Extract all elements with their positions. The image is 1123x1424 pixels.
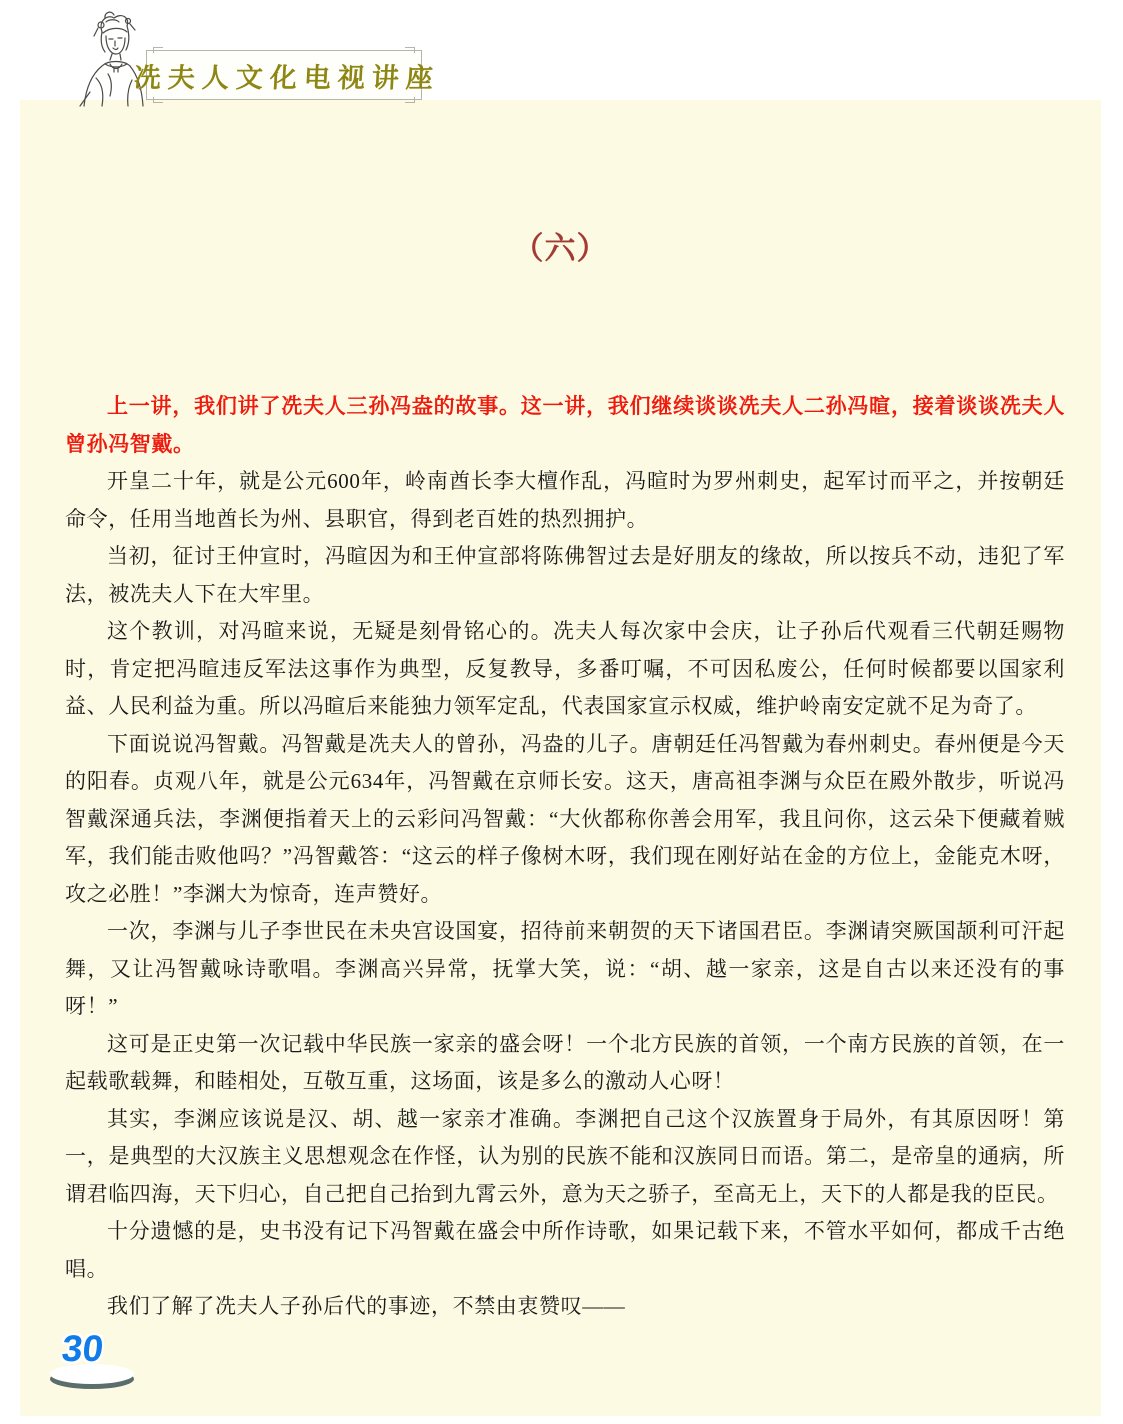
body-paragraph: 其实，李渊应该说是汉、胡、越一家亲才准确。李渊把自己这个汉族置身于局外，有其原因呀！第一，是典型的大汉族主义思想观念在作怪，认为别的民族不能和汉族同日而语。第二，是帝皇的通病，所谓君临四海，天下归心，自己把自己抬到九霄云外，意为天之骄子，至高无上，天下的人都是我的臣民。 <box>65 1106 1065 1206</box>
body-paragraph: 当初，征讨王仲宣时，冯暄因为和王仲宣部将陈佛智过去是好朋友的缘故，所以按兵不动，违犯了军法，被冼夫人下在大牢里。 <box>65 544 1065 606</box>
title-banner <box>133 50 441 100</box>
intro-paragraph: 上一讲，我们讲了冼夫人三孙冯盎的故事。这一讲，我们继续谈谈冼夫人二孙冯暄，接着谈谈冼夫人曾孙冯智戴。 <box>65 394 1065 456</box>
article-text <box>20 388 1101 1326</box>
body-paragraph: 十分遗憾的是，史书没有记下冯智戴在盛会中所作诗歌，如果记载下来，不管水平如何，都成千古绝唱。 <box>65 1219 1065 1281</box>
frame-corner-icon <box>405 97 415 103</box>
body-paragraph: 这个教训，对冯暄来说，无疑是刻骨铭心的。冼夫人每次家中会庆，让子孙后代观看三代朝廷赐物时，肯定把冯暄违反军法这事作为典型，反复教导，多番叮嘱，不可因私废公，任何时候都要以国家利益、人民利益为重。所以冯暄后来能独力领军定乱，代表国家宣示权威，维护岭南安定就不足为奇了。 <box>65 619 1065 718</box>
section-title: （六） <box>512 231 609 266</box>
body-paragraph: 一次，李渊与儿子李世民在未央宫设国宴，招待前来朝贺的天下诸国君臣。李渊请突厥国颉利可汗起舞，又让冯智戴咏诗歌唱。李渊高兴异常，抚掌大笑，说：“胡、越一家亲，这是自古以来还没有的事呀！” <box>65 919 1065 1018</box>
body-paragraph: 下面说说冯智戴。冯智戴是冼夫人的曾孙，冯盎的儿子。唐朝廷任冯智戴为春州刺史。春州便是今天的阳春。贞观八年，就是公元634年，冯智戴在京师长安。这天，唐高祖李渊与众臣在殿外散步，听说冯智戴深通兵法，李渊便指着天上的云彩问冯智戴：“大伙都称你善会用军，我且问你，这云朵下便藏着贼军，我们能击败他吗？”冯智戴答：“这云的样子像树木呀，我们现在刚好站在金的方位上，金能克木呀，攻之必胜！”李渊大为惊奇，连声赞好。 <box>65 731 1065 906</box>
page-number: 30 <box>59 1328 106 1369</box>
body-paragraph: 开皇二十年，就是公元600年，岭南酋长李大檀作乱，冯暄时为罗州刺史，起军讨而平之，并按朝廷命令，任用当地酋长为州、县职官，得到老百姓的热烈拥护。 <box>65 469 1065 531</box>
page-header <box>0 0 1123 100</box>
frame-corner-icon <box>153 97 163 103</box>
body-paragraph: 这可是正史第一次记载中华民族一家亲的盛会呀！一个北方民族的首领，一个南方民族的首领，在一起载歌载舞，和睦相处，互敬互重，这场面，该是多么的激动人心呀！ <box>65 1031 1065 1093</box>
body-paragraph: 我们了解了冼夫人子孙后代的事迹，不禁由衷赞叹—— <box>107 1294 626 1318</box>
frame-corner-icon <box>405 47 415 53</box>
series-title: 冼夫人文化电视讲座 <box>133 62 441 93</box>
book-page <box>20 100 1101 1416</box>
frame-corner-icon <box>153 47 163 53</box>
page-number-badge <box>46 1328 138 1390</box>
